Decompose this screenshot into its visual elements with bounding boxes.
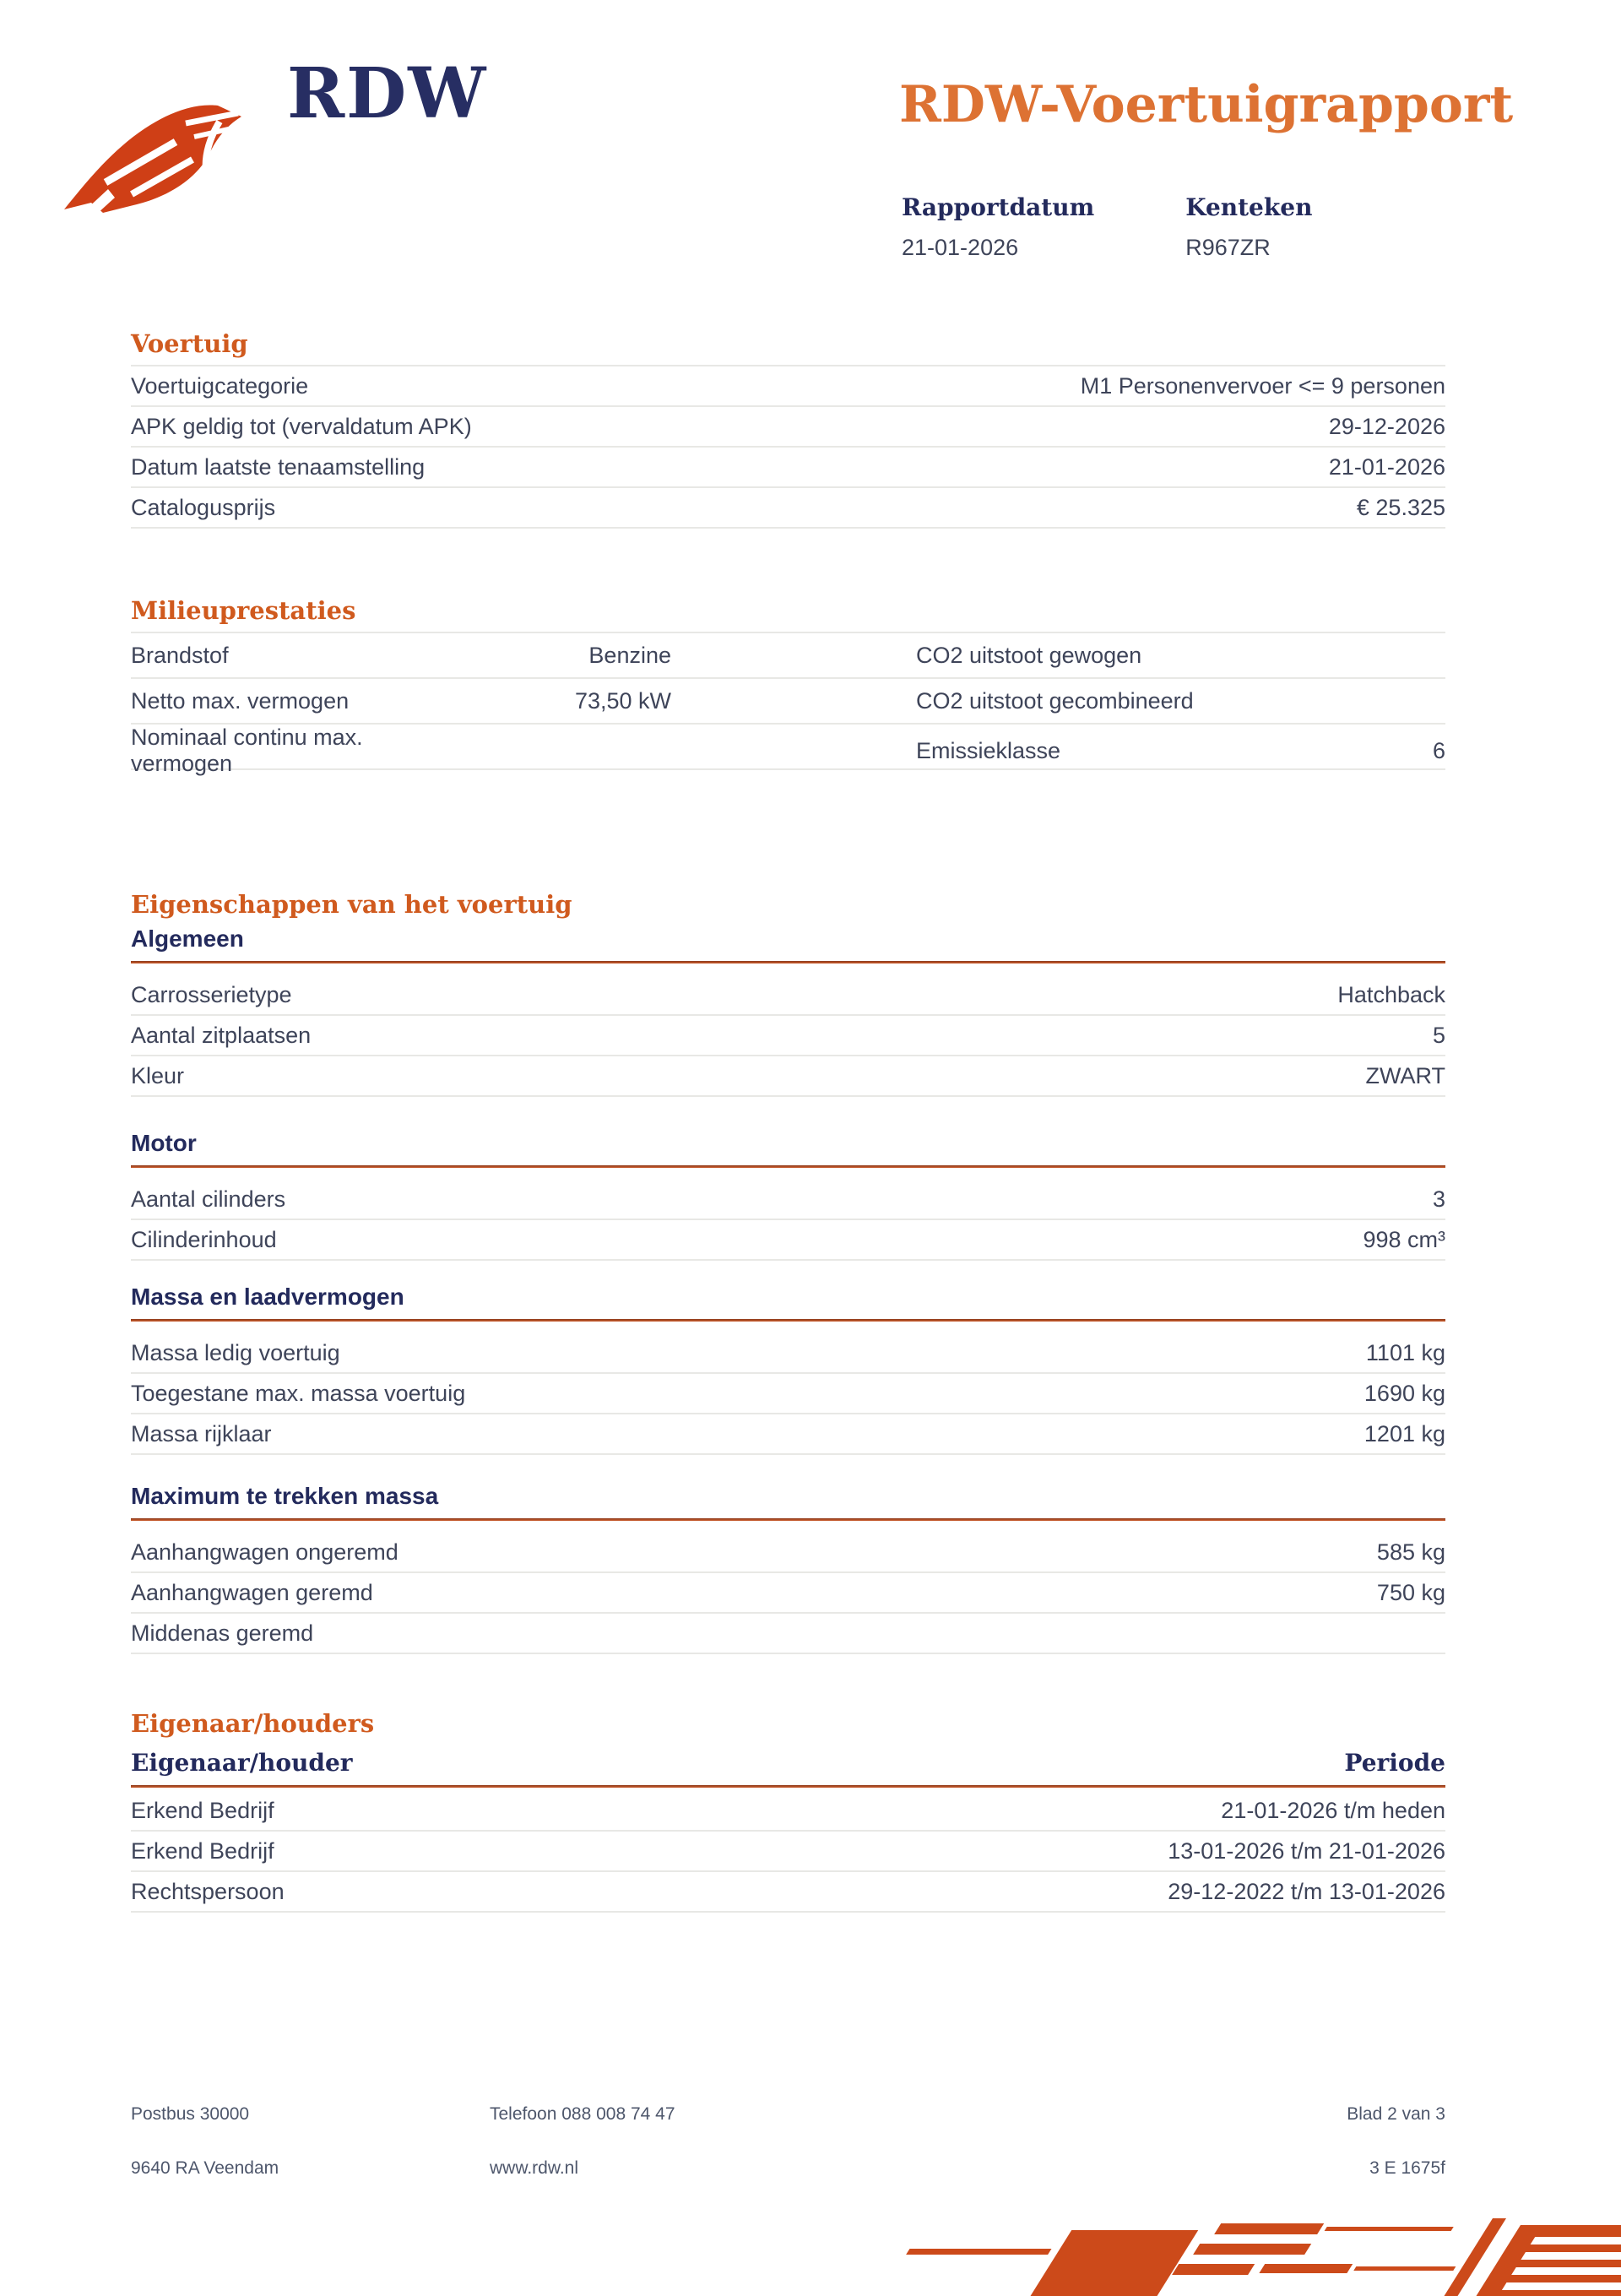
row-label: Emissieklasse: [916, 737, 1061, 763]
footer-city: 9640 RA Veendam: [131, 2158, 279, 2178]
row-label: CO2 uitstoot gewogen: [916, 642, 1142, 668]
subsection-massa: [131, 1284, 1445, 1455]
row-label: Datum laatste tenaamstelling: [131, 453, 426, 480]
owner-table-header: [131, 1750, 1445, 1777]
row-value: Hatchback: [1337, 981, 1445, 1007]
table-row: [131, 633, 1445, 679]
table-row: [131, 1573, 1445, 1614]
section-milieuprestaties: [131, 596, 1445, 776]
table-row: [131, 679, 1445, 725]
row-value: 6: [1432, 737, 1445, 763]
row-label: CO2 uitstoot gecombineerd: [916, 687, 1194, 714]
report-date-label: Rapportdatum: [902, 193, 1095, 221]
owner-period: 21-01-2026 t/m heden: [1221, 1797, 1445, 1823]
owner-period: 29-12-2022 t/m 13-01-2026: [1168, 1878, 1445, 1904]
table-row: [131, 407, 1445, 448]
orange-rule: [131, 1785, 1445, 1788]
owner-column-header: Eigenaar/houder: [131, 1749, 353, 1777]
section-milieuprestaties-title: Milieuprestaties: [131, 596, 356, 625]
table-row: [131, 1056, 1445, 1097]
row-label: Aantal cilinders: [131, 1186, 286, 1212]
table-row: [131, 366, 1445, 407]
table-row: [131, 1832, 1445, 1872]
row-label: Catalogusprijs: [131, 494, 276, 520]
row-label: Cilinderinhoud: [131, 1226, 277, 1252]
page-title: RDW-Voertuigrapport: [899, 75, 1514, 134]
row-value: ZWART: [1365, 1062, 1445, 1088]
page-footer: [131, 2104, 1445, 2179]
row-value: 585 kg: [1376, 1539, 1445, 1565]
row-label: Aanhangwagen ongeremd: [131, 1539, 398, 1565]
row-value: M1 Personenvervoer <= 9 personen: [1080, 372, 1445, 399]
owner-period: 13-01-2026 t/m 21-01-2026: [1168, 1837, 1445, 1864]
row-value: 1101 kg: [1365, 1339, 1445, 1365]
rdw-flag-graphic: [878, 2218, 1621, 2296]
section-eigenaar-title: Eigenaar/houders: [131, 1709, 375, 1738]
report-meta: [902, 194, 1312, 260]
row-value: 1690 kg: [1363, 1380, 1445, 1406]
orange-rule: [131, 1518, 1445, 1521]
table-row: [131, 725, 1445, 776]
rdw-feather-logo-icon: [59, 95, 274, 217]
orange-rule: [131, 961, 1445, 963]
row-label: Voertuigcategorie: [131, 372, 309, 399]
period-column-header: Periode: [1344, 1749, 1445, 1777]
footer-doc-code: 3 E 1675f: [1369, 2158, 1445, 2178]
table-row: [131, 1220, 1445, 1261]
section-eigenaar: [131, 1709, 1445, 1913]
section-voertuig: [131, 329, 1445, 529]
subsection-massa-title: Massa en laadvermogen: [131, 1284, 404, 1310]
row-label: Netto max. vermogen: [131, 687, 350, 714]
subsection-motor-title: Motor: [131, 1130, 197, 1156]
owner-name: Erkend Bedrijf: [131, 1837, 274, 1864]
license-plate-label: Kenteken: [1185, 193, 1313, 221]
owner-name: Rechtspersoon: [131, 1878, 285, 1904]
table-row: [131, 1872, 1445, 1913]
table-row: [131, 1016, 1445, 1056]
table-row: [131, 1614, 1445, 1654]
row-label: Massa rijklaar: [131, 1420, 272, 1447]
section-voertuig-title: Voertuig: [131, 329, 248, 358]
row-value: 29-12-2026: [1328, 413, 1445, 439]
row-label: Toegestane max. massa voertuig: [131, 1380, 466, 1406]
row-value: 998 cm³: [1363, 1226, 1445, 1252]
footer-po-box: Postbus 30000: [131, 2104, 250, 2124]
license-plate-value: R967ZR: [1185, 235, 1271, 260]
subsection-algemeen-title: Algemeen: [131, 925, 244, 952]
subsection-trekken-title: Maximum te trekken massa: [131, 1483, 439, 1509]
row-label: Massa ledig voertuig: [131, 1339, 340, 1365]
table-row: [131, 1791, 1445, 1832]
row-label: APK geldig tot (vervaldatum APK): [131, 413, 472, 439]
orange-rule: [131, 1165, 1445, 1168]
row-label: Brandstof: [131, 642, 229, 668]
row-value: 5: [1432, 1022, 1445, 1048]
table-row: [131, 1180, 1445, 1220]
table-row: [131, 1333, 1445, 1374]
report-date-value: 21-01-2026: [902, 235, 1019, 260]
row-value: 3: [1432, 1186, 1445, 1212]
row-label: Carrosserietype: [131, 981, 292, 1007]
owner-name: Erkend Bedrijf: [131, 1797, 274, 1823]
subsection-motor: [131, 1130, 1445, 1261]
table-row: [131, 975, 1445, 1016]
footer-website: www.rdw.nl: [490, 2158, 579, 2178]
row-value: 21-01-2026: [1328, 453, 1445, 480]
subsection-trekken: [131, 1483, 1445, 1654]
section-eigenschappen-title: Eigenschappen van het voertuig: [131, 890, 572, 919]
footer-phone: Telefoon 088 008 74 47: [490, 2104, 675, 2124]
rdw-logo-text: RDW: [287, 53, 488, 134]
row-value: Benzine: [588, 642, 671, 668]
table-row: [131, 448, 1445, 488]
row-value: 750 kg: [1376, 1579, 1445, 1605]
table-row: [131, 1533, 1445, 1573]
row-value: 1201 kg: [1363, 1420, 1445, 1447]
row-label: Aanhangwagen geremd: [131, 1579, 373, 1605]
footer-page-number: Blad 2 van 3: [1347, 2104, 1445, 2124]
row-label: Nominaal continu max. vermogen: [131, 725, 363, 776]
table-row: [131, 1414, 1445, 1455]
row-label: Aantal zitplaatsen: [131, 1022, 312, 1048]
section-eigenschappen-title-block: [131, 890, 1445, 925]
table-row: [131, 1374, 1445, 1414]
subsection-algemeen: [131, 925, 1445, 1097]
orange-rule: [131, 1319, 1445, 1322]
row-label: Kleur: [131, 1062, 185, 1088]
table-row: [131, 488, 1445, 529]
row-value: 73,50 kW: [574, 687, 671, 714]
row-value: € 25.325: [1356, 494, 1445, 520]
row-label: Middenas geremd: [131, 1620, 314, 1646]
